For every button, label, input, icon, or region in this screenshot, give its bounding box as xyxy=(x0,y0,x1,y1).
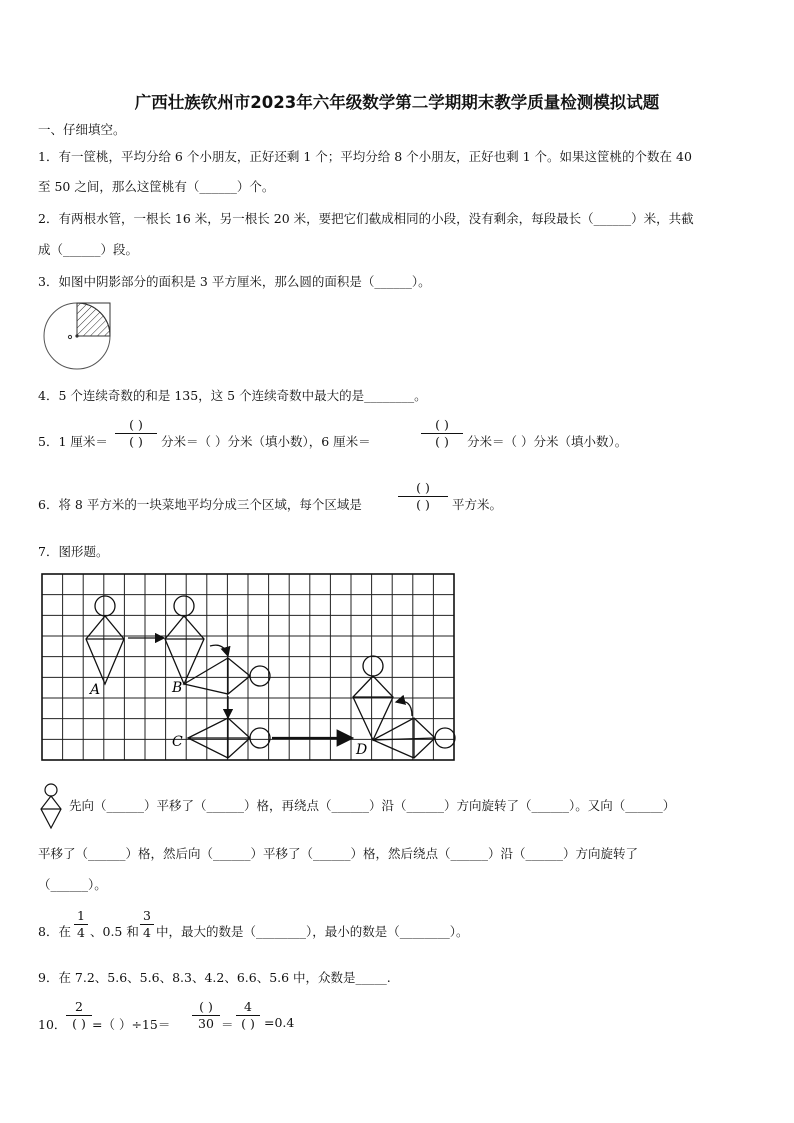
fraction-denominator: ( ) xyxy=(241,1016,255,1031)
fraction-numerator: 2 xyxy=(75,999,83,1014)
fraction-numerator: 4 xyxy=(244,999,252,1014)
fraction-numerator: 3 xyxy=(143,908,151,923)
question-5-part-2: 分米＝（ ）分米（填小数），6 厘米＝ xyxy=(161,434,371,449)
fraction-numerator: 1 xyxy=(77,908,85,923)
fraction-numerator: ( ) xyxy=(435,417,449,432)
question-6-fraction xyxy=(398,481,448,512)
question-7-line-3: （______）。 xyxy=(38,877,107,892)
label-d: D xyxy=(356,742,368,758)
question-10-fraction-3 xyxy=(236,1000,260,1031)
question-2-line-1: 2．有两根水管，一根长 16 米，另一根长 20 米，要把它们截成相同的小段，没有剩余，每段最长（______）米，共截 xyxy=(38,211,694,226)
question-6-part-1: 6．将 8 平方米的一块菜地平均分成三个区域，每个区域是 xyxy=(38,497,362,512)
section-heading: 一、仔细填空。 xyxy=(38,122,126,137)
kite-shape-icon xyxy=(38,782,64,830)
fraction-numerator: ( ) xyxy=(199,999,213,1014)
question-8-part-3: 中，最大的数是（________），最小的数是（________）。 xyxy=(156,924,469,939)
question-2-line-2: 成（______）段。 xyxy=(38,242,139,257)
question-7-label: 7．图形题。 xyxy=(38,544,109,559)
fraction-denominator: 4 xyxy=(143,925,151,940)
question-1-line-2: 至 50 之间，那么这筐桃有（______）个。 xyxy=(38,179,275,194)
label-c: C xyxy=(172,734,183,750)
question-6-part-2: 平方米。 xyxy=(452,497,503,512)
circle-figure xyxy=(36,298,122,370)
question-5-part-3: 分米＝（ ）分米（填小数）。 xyxy=(467,434,628,449)
fraction-denominator: ( ) xyxy=(72,1016,86,1031)
fraction-denominator: 30 xyxy=(198,1016,214,1031)
fraction-numerator: ( ) xyxy=(129,417,143,432)
question-8-part-2: 、0.5 和 xyxy=(90,924,139,939)
question-10-fraction-2 xyxy=(192,1000,220,1031)
question-7-line-1: 先向（______）平移了（______）格，再绕点（______）沿（______）方向旋转了（______）。又向（______） xyxy=(69,798,676,813)
question-4: 4．5 个连续奇数的和是 135，这 5 个连续奇数中最大的是________。 xyxy=(38,388,427,403)
fraction-denominator: ( ) xyxy=(129,434,143,449)
question-10-part-4: =0.4 xyxy=(264,1015,295,1030)
page-title: 广西壮族钦州市2023年六年级数学第二学期期末教学质量检测模拟试题 xyxy=(134,93,660,112)
label-b: B xyxy=(172,680,183,696)
fraction-three-quarters xyxy=(140,909,154,940)
question-10-part-3: ＝ xyxy=(221,1017,234,1032)
fraction-numerator: ( ) xyxy=(416,480,430,495)
label-a: A xyxy=(90,682,101,698)
grid-figure xyxy=(40,572,458,764)
question-7-line-2: 平移了（______）格，然后向（______）平移了（______）格，然后绕点（______）沿（______）方向旋转了 xyxy=(38,846,639,861)
question-8-part-1: 8．在 xyxy=(38,924,71,939)
question-10-part-1: 10． xyxy=(38,1017,67,1032)
question-5-fraction-1 xyxy=(115,418,157,449)
question-10-part-2: =（ ）÷15＝ xyxy=(92,1017,171,1032)
question-1-line-1: 1．有一筐桃，平均分给 6 个小朋友，正好还剩 1 个；平均分给 8 个小朋友，正好也剩 1 个。如果这筐桃的个数在 40 xyxy=(38,149,692,164)
question-9: 9．在 7.2、5.6、5.6、8.3、4.2、6.6、5.6 中，众数是_____. xyxy=(38,970,391,985)
fraction-denominator: ( ) xyxy=(416,497,430,512)
question-3: 3．如图中阴影部分的面积是 3 平方厘米，那么圆的面积是（______）。 xyxy=(38,274,431,289)
fraction-denominator: ( ) xyxy=(435,434,449,449)
question-10-fraction-1 xyxy=(66,1000,92,1031)
fraction-one-quarter xyxy=(74,909,88,940)
question-5-part-1: 5．1 厘米＝ xyxy=(38,434,108,449)
question-5-fraction-2 xyxy=(421,418,463,449)
fraction-denominator: 4 xyxy=(77,925,85,940)
